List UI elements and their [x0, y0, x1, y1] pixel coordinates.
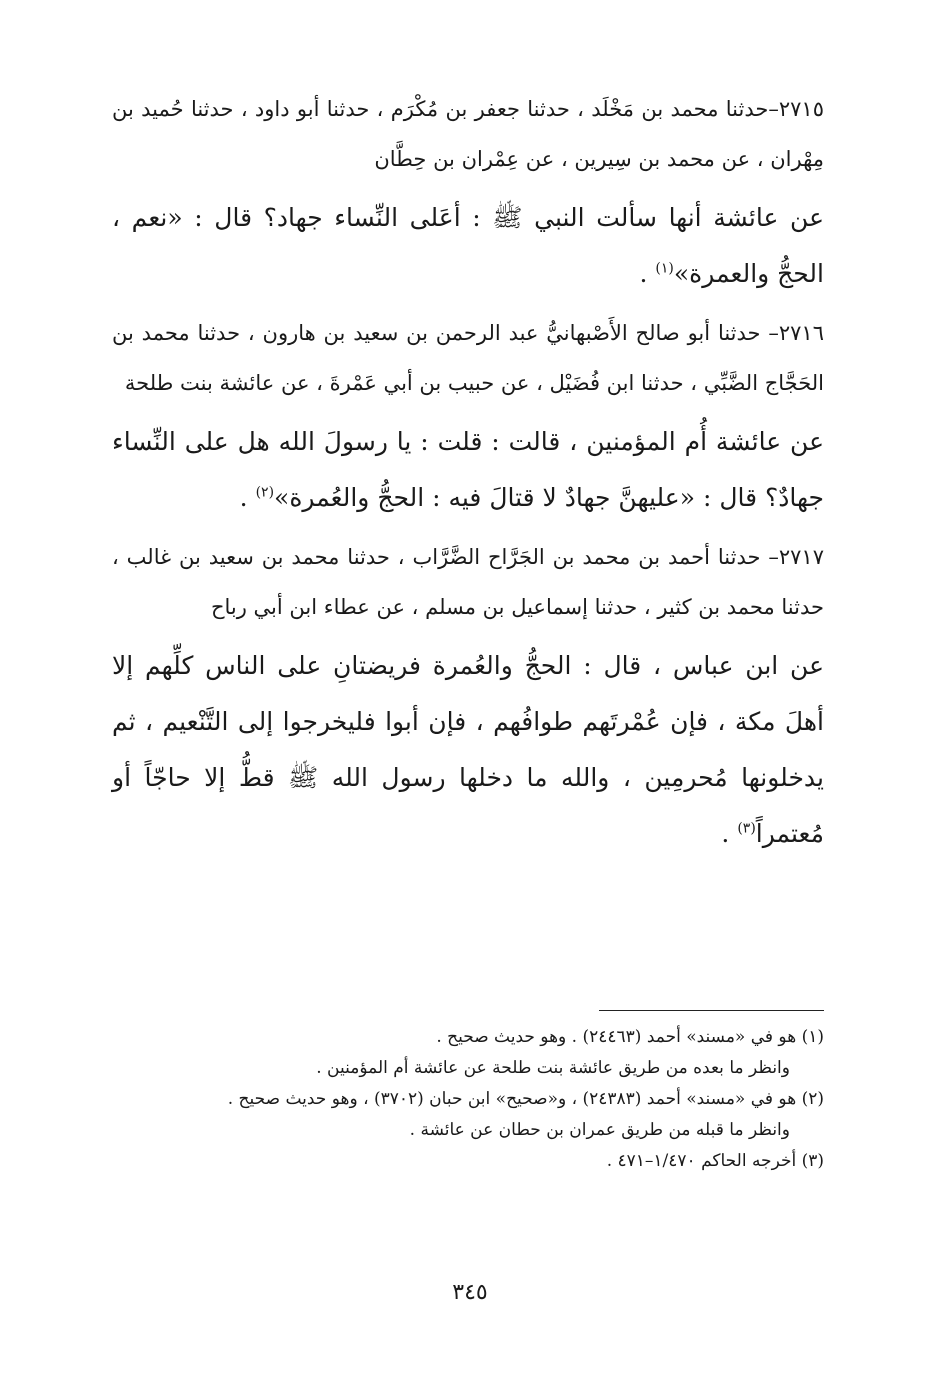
main-text	[112, 84, 824, 868]
footnote-2-note: وانظر ما قبله من طريق عمران بن حطان عن عائشة .	[409, 1120, 790, 1140]
hadith-2717-end: .	[721, 819, 738, 848]
footnotes	[112, 1022, 824, 1177]
footnote-ref-2: (٢)	[255, 484, 275, 501]
hadith-2716-matn-text: عن عائشة أُم المؤمنين ، قالت : قلت : يا رسولَ الله هل على النِّساء جهادٌ؟ قال : «عليهنَّ جهادٌ لا قتالَ فيه : الحجُّ والعُمرة»	[112, 427, 824, 512]
footnote-1: (١) هو في «مسند» أحمد (٢٤٤٦٣) . وهو حديث صحيح .	[436, 1027, 824, 1047]
hadith-2717-matn-text: عن ابن عباس ، قال : الحجُّ والعُمرة فريضتانِ على الناس كلِّهم إلا أهلَ مكة ، فإن عُمْرتَهم طوافُهم ، فإن أبوا فليخرجوا إلى التَّنْعيم ، ثم يدخلونها مُحرمِين ، والله ما دخلها رسول الله ﷺ قطُّ إلا حاجّاً أو مُعتمراً	[112, 651, 824, 848]
hadith-2716-matn	[112, 414, 824, 526]
hadith-2717-isnad: ٢٧١٧– حدثنا أحمد بن محمد بن الجَرَّاح الضَّرَّاب ، حدثنا محمد بن سعيد بن غالب ، حدثنا محمد بن كثير ، حدثنا إسماعيل بن مسلم ، عن عطاء ابن أبي رباح	[112, 545, 824, 619]
hadith-2716-end: .	[239, 483, 256, 512]
hadith-2717-matn	[112, 638, 824, 862]
footnote-ref-3: (٣)	[737, 820, 756, 837]
footnote-3: (٣) أخرجه الحاكم ١/٤٧٠–٤٧١ .	[606, 1151, 824, 1171]
hadith-2715-matn-text: عن عائشة أنها سألت النبي ﷺ : أعَلى النِّساء جهاد؟ قال : «نعم ، الحجُّ والعمرة»	[112, 203, 824, 288]
hadith-2715-matn	[112, 190, 824, 302]
footnote-1-note: وانظر ما بعده من طريق عائشة بنت طلحة عن عائشة أم المؤمنين .	[316, 1058, 790, 1078]
footnote-ref-1: (١)	[655, 260, 674, 277]
footnote-2: (٢) هو في «مسند» أحمد (٢٤٣٨٣) ، و«صحيح» ابن حبان (٣٧٠٢) ، وهو حديث صحيح .	[227, 1089, 824, 1109]
hadith-2715-end: .	[639, 259, 656, 288]
page-number: ٣٤٥	[452, 1280, 488, 1305]
hadith-2715-isnad: ٢٧١٥–حدثنا محمد بن مَخْلَد ، حدثنا جعفر بن مُكْرَم ، حدثنا أبو داود ، حدثنا حُميد بن مِهْران ، عن محمد بن سِيرين ، عن عِمْران بن حِطَّان	[112, 97, 824, 171]
footnote-separator	[599, 1010, 824, 1011]
hadith-2716-isnad: ٢٧١٦– حدثنا أبو صالح الأَصْبهانيُّ عبد الرحمن بن سعيد بن هارون ، حدثنا محمد بن الحَجَّاج الضَّبِّي ، حدثنا ابن فُضَيْل ، عن حبيب بن أبي عَمْرةَ ، عن عائشة بنت طلحة	[112, 321, 824, 395]
